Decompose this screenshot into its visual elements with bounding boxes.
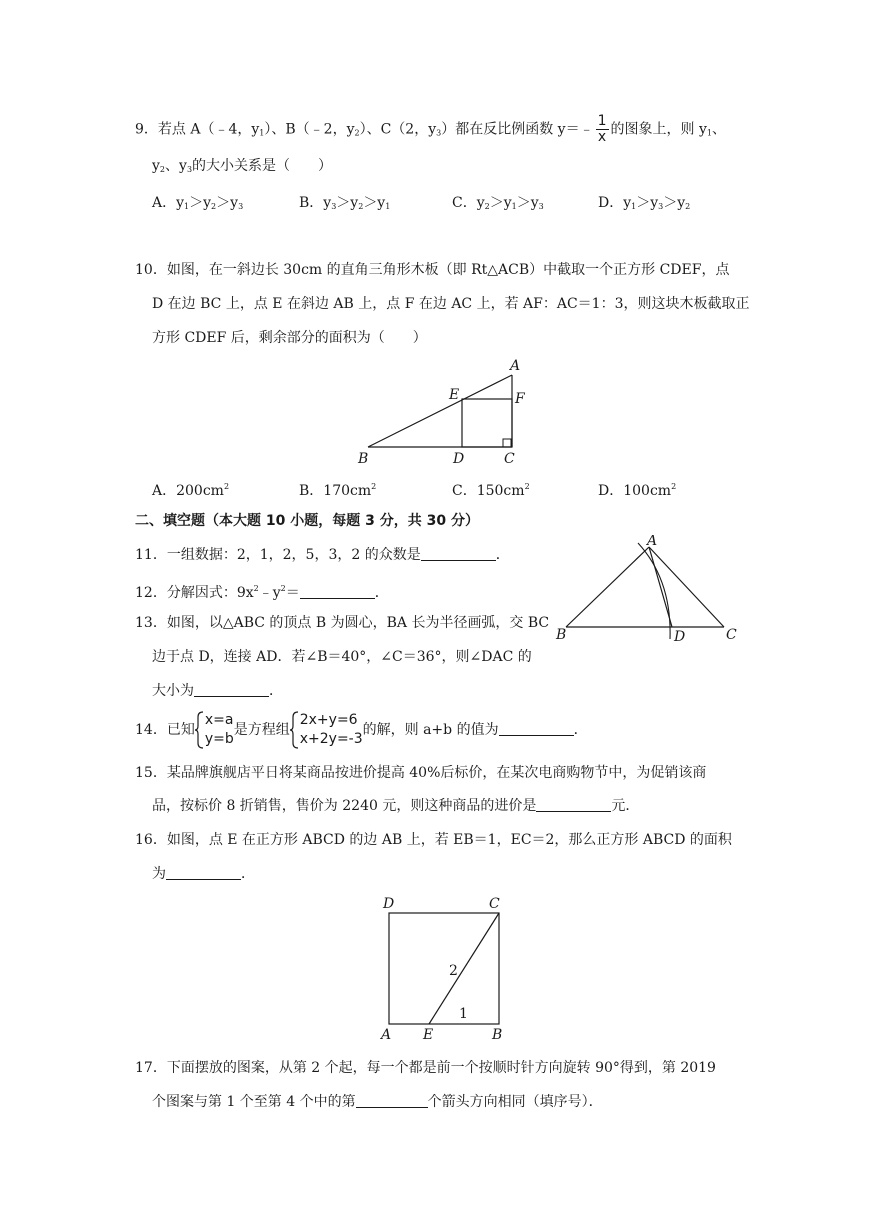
hypotenuse-ab bbox=[368, 375, 512, 447]
q9-option-b[interactable] bbox=[299, 193, 390, 217]
superscript: 2 bbox=[671, 482, 677, 491]
q9-option-a[interactable] bbox=[152, 193, 243, 217]
q15-line1: 15．某品牌旗舰店平日将某商品按进价提高 40%后标价，在某次电商购物节中，为促销该商 bbox=[135, 765, 707, 781]
label-d: D bbox=[674, 629, 686, 645]
answer-blank[interactable] bbox=[166, 865, 241, 880]
equation: y=b bbox=[204, 731, 234, 747]
q13-figure bbox=[552, 535, 742, 645]
q15-text: 品，按标价 8 折销售，售价为 2240 元，则这种商品的进价是 bbox=[152, 798, 537, 814]
label-f: F bbox=[515, 391, 525, 407]
answer-blank[interactable] bbox=[499, 721, 574, 736]
equation: x=a bbox=[204, 712, 234, 728]
option-label: A．200cm bbox=[152, 483, 224, 499]
q13-text: ． bbox=[269, 683, 283, 699]
fraction-numerator: 1 bbox=[597, 113, 607, 129]
q11-text: 11．一组数据：2，1，2，5，3，2 的众数是 bbox=[135, 547, 421, 563]
label-ec-length: 2 bbox=[449, 963, 458, 979]
q11 bbox=[135, 545, 510, 565]
right-angle-mark bbox=[503, 439, 511, 447]
left-brace bbox=[290, 711, 299, 749]
subscript: 1 bbox=[511, 202, 517, 211]
label-e: E bbox=[449, 387, 460, 403]
superscript: 2 bbox=[524, 482, 530, 491]
q10-line2: D 在边 BC 上，点 E 在斜边 AB 上，点 F 在边 AC 上，若 AF：AC＝1：3，则这块木板截取正 bbox=[152, 296, 750, 312]
answer-blank[interactable] bbox=[300, 584, 375, 599]
q11-text: ． bbox=[495, 547, 510, 563]
label-a: A bbox=[381, 1027, 392, 1043]
q12-text: ﹣y bbox=[258, 585, 281, 601]
option-op: ＞y bbox=[636, 195, 659, 211]
superscript: 2 bbox=[223, 482, 230, 491]
q14-text: 14．已知 bbox=[135, 722, 195, 738]
subscript: 2 bbox=[484, 202, 490, 211]
answer-blank[interactable] bbox=[536, 797, 611, 812]
q14-text: 的解，则 a+b 的值为 bbox=[362, 722, 499, 738]
q14-text: ． bbox=[573, 722, 588, 738]
answer-blank[interactable] bbox=[421, 546, 496, 561]
subscript: 3 bbox=[538, 202, 544, 211]
answer-blank[interactable] bbox=[356, 1093, 428, 1108]
q17-line2 bbox=[152, 1092, 603, 1112]
square-cdef bbox=[462, 399, 512, 447]
q9-text: y bbox=[152, 158, 160, 174]
q14-text: 是方程组 bbox=[233, 722, 290, 738]
q13-line2: 边于点 D，连接 AD．若∠B＝40°，∠C＝36°，则∠DAC 的 bbox=[152, 649, 532, 665]
q16-line2 bbox=[152, 864, 255, 884]
label-a: A bbox=[647, 535, 658, 549]
q9-line2 bbox=[152, 156, 332, 180]
superscript: 2 bbox=[371, 482, 377, 491]
option-label: D．y bbox=[598, 195, 632, 211]
q9-text: ）、B（﹣2，y bbox=[264, 121, 355, 138]
square-abcd bbox=[389, 913, 499, 1024]
label-b: B bbox=[556, 627, 567, 643]
q15-text: 元． bbox=[611, 798, 640, 814]
option-op: ＞y bbox=[489, 195, 512, 211]
option-label: A．y bbox=[152, 195, 185, 211]
label-c: C bbox=[726, 627, 737, 643]
q9-text: ）、C（2，y bbox=[359, 121, 437, 138]
option-op: ＞y bbox=[336, 195, 359, 211]
subscript: 2 bbox=[354, 128, 360, 138]
option-op: ＞y bbox=[216, 195, 239, 211]
q16-text: ． bbox=[241, 866, 255, 882]
answer-blank[interactable] bbox=[194, 682, 269, 697]
q17-line1: 17．下面摆放的图案，从第 2 个起，每一个都是前一个按顺时针方向旋转 90°得到，第 2019 bbox=[135, 1060, 716, 1076]
superscript: 2 bbox=[253, 584, 259, 593]
subscript: 1 bbox=[184, 202, 190, 211]
q9-text: 9．若点 A（﹣4，y bbox=[135, 121, 260, 138]
fraction bbox=[596, 114, 609, 145]
superscript: 2 bbox=[280, 584, 286, 593]
q13-text: 大小为 bbox=[152, 683, 194, 699]
q13-line1: 13．如图，以△ABC 的顶点 B 为圆心，BA 长为半径画弧，交 BC bbox=[135, 615, 550, 631]
subscript: 1 bbox=[385, 202, 391, 211]
option-label: B．170cm bbox=[299, 483, 372, 499]
label-d: D bbox=[383, 896, 395, 912]
equation: 2x+y=6 bbox=[299, 712, 358, 728]
q16-text: 为 bbox=[152, 866, 166, 882]
q9-option-c[interactable] bbox=[452, 193, 544, 217]
q13-line3 bbox=[152, 681, 283, 701]
q17-text: 个箭头方向相同（填序号）． bbox=[427, 1094, 603, 1110]
q16-figure bbox=[375, 893, 515, 1045]
q15-line2 bbox=[152, 796, 639, 816]
option-op: ＞y bbox=[189, 195, 212, 211]
option-label: B．y bbox=[299, 195, 332, 211]
q10-option-b[interactable] bbox=[299, 477, 376, 501]
subscript: 3 bbox=[436, 128, 442, 138]
q12-text: ． bbox=[374, 585, 389, 601]
q9-text: 的大小关系是（ ） bbox=[192, 158, 333, 174]
q10-option-a[interactable] bbox=[152, 477, 229, 501]
label-b: B bbox=[492, 1027, 503, 1043]
q17-text: 个图案与第 1 个至第 4 个中的第 bbox=[152, 1094, 356, 1110]
system-2 bbox=[290, 711, 363, 749]
q10-line3: 方形 CDEF 后，剩余部分的面积为（ ） bbox=[152, 330, 427, 346]
equation: x+2y=-3 bbox=[299, 731, 363, 747]
label-e: E bbox=[423, 1027, 434, 1043]
option-label: D．100cm bbox=[598, 483, 672, 499]
q12-text: ＝ bbox=[285, 585, 300, 601]
q9-text: 、 bbox=[711, 121, 726, 138]
q12 bbox=[135, 579, 389, 603]
option-label: C．150cm bbox=[452, 483, 525, 499]
q9-text: 、y bbox=[165, 158, 187, 174]
subscript: 2 bbox=[685, 202, 691, 211]
q9-option-d[interactable] bbox=[598, 193, 690, 217]
label-d: D bbox=[453, 451, 465, 467]
q10-line1: 10．如图，在一斜边长 30cm 的直角三角形木板（即 Rt△ACB）中截取一个正方形 CDEF，点 bbox=[135, 262, 730, 278]
q10-option-d[interactable] bbox=[598, 477, 676, 501]
subscript: 3 bbox=[658, 202, 664, 211]
system-1 bbox=[195, 711, 234, 749]
subscript: 3 bbox=[186, 165, 193, 174]
subscript: 1 bbox=[706, 128, 712, 138]
q10-option-c[interactable] bbox=[452, 477, 530, 501]
label-c: C bbox=[489, 896, 500, 912]
label-c: C bbox=[504, 451, 515, 467]
q14 bbox=[135, 711, 588, 751]
label-b: B bbox=[358, 451, 369, 467]
side-ab bbox=[566, 547, 649, 627]
q16-line1: 16．如图，点 E 在正方形 ABCD 的边 AB 上，若 EB＝1，EC＝2，那么正方形 ABCD 的面积 bbox=[135, 832, 732, 848]
option-label: C．y bbox=[452, 195, 485, 211]
subscript: 2 bbox=[211, 202, 217, 211]
q9-text: 的图象上，则 y bbox=[610, 121, 707, 138]
arc bbox=[638, 543, 670, 639]
option-op: ＞y bbox=[516, 195, 539, 211]
subscript: 1 bbox=[631, 202, 637, 211]
subscript: 3 bbox=[238, 202, 244, 211]
q9-line1 bbox=[135, 114, 726, 145]
label-eb-length: 1 bbox=[459, 1006, 468, 1022]
option-op: ＞y bbox=[363, 195, 386, 211]
left-brace bbox=[195, 711, 204, 749]
subscript: 2 bbox=[159, 165, 166, 174]
option-op: ＞y bbox=[663, 195, 686, 211]
q12-text: 12．分解因式：9x bbox=[135, 585, 254, 601]
section-heading: 二、填空题（本大题 10 小题，每题 3 分，共 30 分） bbox=[135, 513, 479, 529]
subscript: 3 bbox=[331, 202, 337, 211]
fraction-denominator: x bbox=[597, 129, 607, 145]
subscript: 2 bbox=[358, 202, 364, 211]
subscript: 1 bbox=[259, 128, 265, 138]
q10-figure bbox=[350, 355, 540, 470]
label-a: A bbox=[510, 358, 521, 374]
q9-text: ）都在反比例函数 y＝﹣ bbox=[441, 121, 594, 138]
